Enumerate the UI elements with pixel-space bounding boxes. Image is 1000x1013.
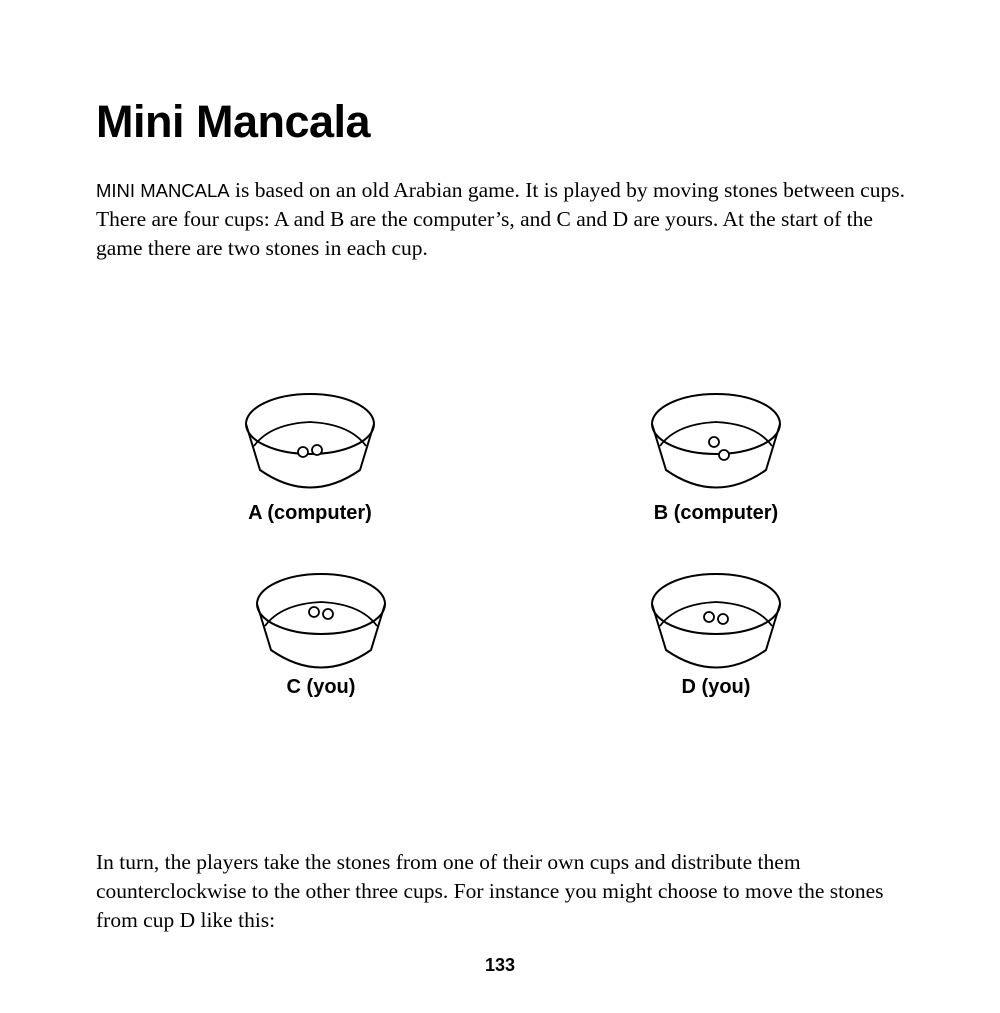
cup-b <box>606 380 826 530</box>
stone <box>718 614 728 624</box>
cup-a <box>200 380 420 530</box>
intro-lead: MINI MANCALA <box>96 180 230 201</box>
cup-a-label: A (computer) <box>248 502 372 524</box>
rules-paragraph: In turn, the players take the stones from one of their own cups and distribute them counterclockwise to the other three cups. For instance you might choose to move the stones from cup D like this: <box>96 850 884 932</box>
stone <box>312 445 322 455</box>
stone <box>309 607 319 617</box>
cup-c-drawing <box>211 560 431 690</box>
page-title: Mini Mancala <box>96 96 371 147</box>
cup-d <box>606 560 826 710</box>
cup-b-label: B (computer) <box>653 502 779 524</box>
cup-d-drawing <box>606 560 826 690</box>
stone <box>298 447 308 457</box>
stone <box>709 437 719 447</box>
cup-a-drawing <box>200 380 420 510</box>
cup-c <box>211 560 431 710</box>
stone <box>704 612 714 622</box>
cup-c-label: C (you) <box>286 676 356 698</box>
stone <box>323 609 333 619</box>
cup-b-drawing <box>606 380 826 510</box>
intro-paragraph <box>96 176 916 263</box>
cup-d-label: D (you) <box>681 676 751 698</box>
intro-text: is based on an old Arabian game. It is played by moving stones between cups. There are four cups: A and B are the computer’s, and C and D are yours. At the start of the game there are two stones in each cup. <box>96 178 905 260</box>
stone <box>719 450 729 460</box>
page-number: 133 <box>484 955 516 975</box>
